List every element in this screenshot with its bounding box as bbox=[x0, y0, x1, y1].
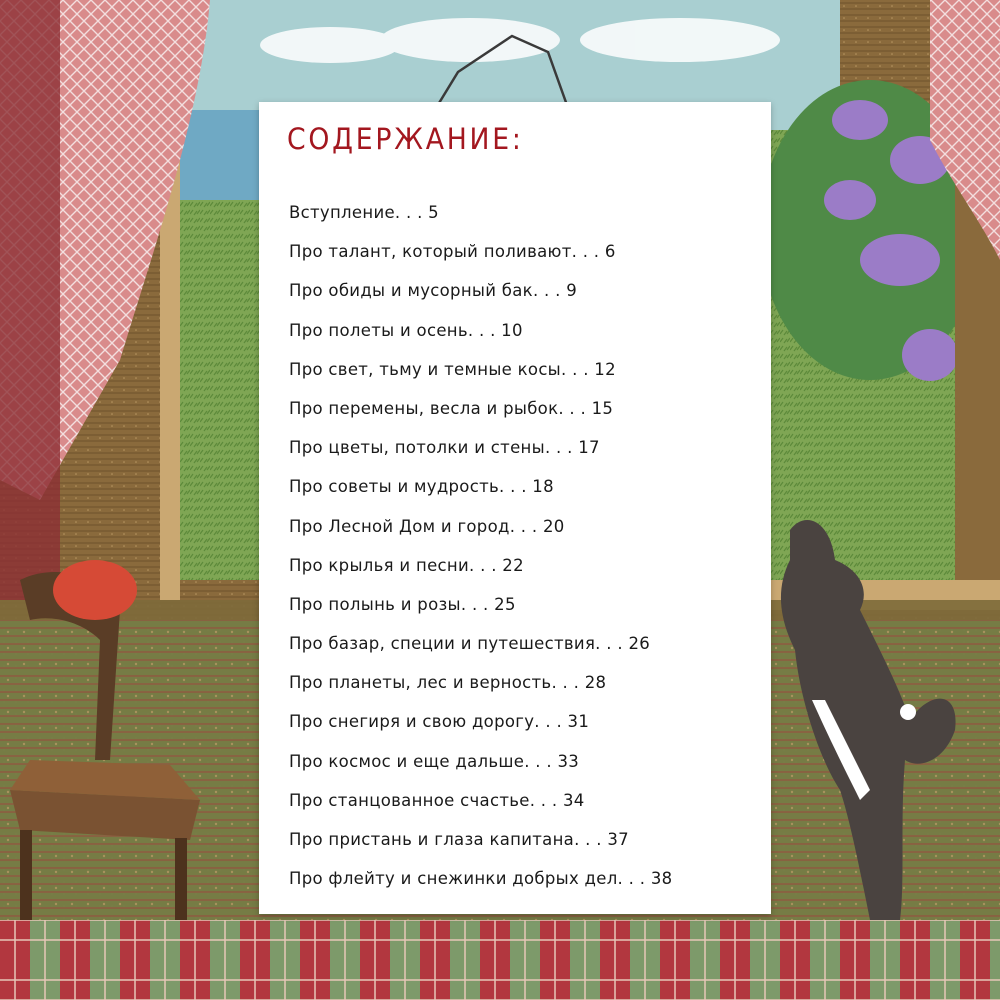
toc-list bbox=[289, 200, 672, 905]
toc-item: Про полынь и розы. . . 25 bbox=[289, 594, 516, 614]
toc-item: Про крылья и песни. . . 22 bbox=[289, 555, 524, 575]
toc-item: Про обиды и мусорный бак. . . 9 bbox=[289, 281, 578, 301]
toc-item: Про Лесной Дом и город. . . 20 bbox=[289, 516, 565, 536]
toc-title: СОДЕРЖАНИЕ: bbox=[287, 122, 524, 156]
table-of-contents-card bbox=[259, 102, 771, 914]
toc-item: Про планеты, лес и верность. . . 28 bbox=[289, 673, 607, 693]
toc-item: Про базар, специи и путешествия. . . 26 bbox=[289, 634, 651, 654]
toc-item: Вступление. . . 5 bbox=[289, 203, 439, 222]
toc-item: Про снегиря и свою дорогу. . . 31 bbox=[289, 712, 590, 732]
toc-item: Про космос и еще дальше. . . 33 bbox=[289, 751, 580, 771]
toc-item: Про полеты и осень. . . 10 bbox=[289, 320, 523, 340]
toc-item: Про станцованное счастье. . . 34 bbox=[289, 790, 585, 810]
toc-item: Про флейту и снежинки добрых дел. . . 38 bbox=[289, 869, 673, 889]
toc-item: Про советы и мудрость. . . 18 bbox=[289, 477, 554, 497]
toc-item: Про свет, тьму и темные косы. . . 12 bbox=[289, 359, 616, 379]
toc-item: Про цветы, потолки и стены. . . 17 bbox=[289, 438, 600, 458]
toc-item: Про перемены, весла и рыбок. . . 15 bbox=[289, 398, 614, 418]
toc-item: Про пристань и глаза капитана. . . 37 bbox=[289, 830, 629, 849]
toc-item: Про талант, который поливают. . . 6 bbox=[289, 242, 616, 262]
